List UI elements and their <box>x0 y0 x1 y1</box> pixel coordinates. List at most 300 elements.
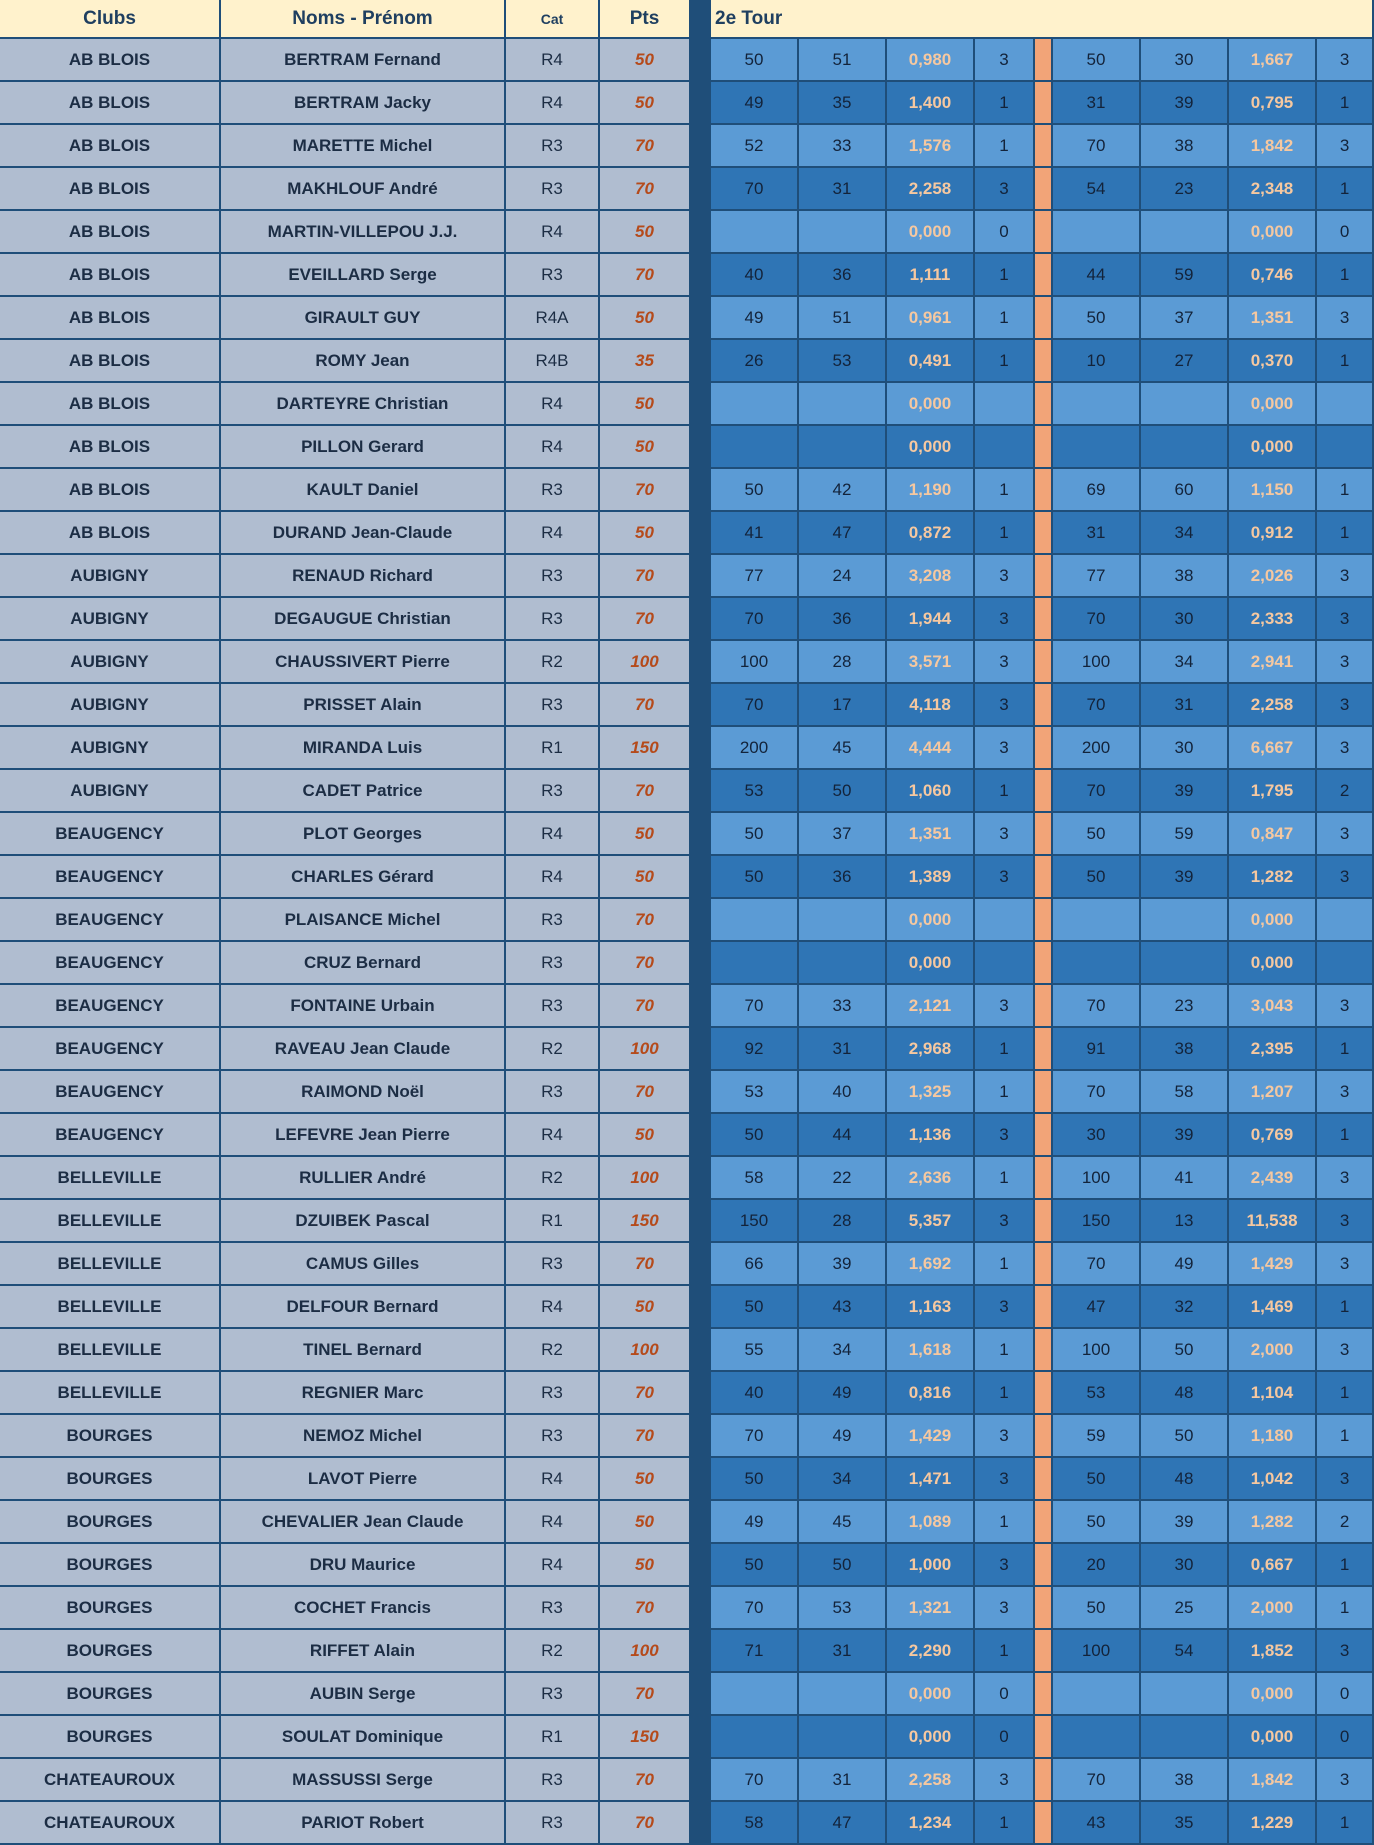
cat-cell[interactable]: R4 <box>506 1501 600 1544</box>
tour2-value-2[interactable]: 54 <box>1141 1630 1229 1673</box>
tour2-ratio[interactable]: 0,769 <box>1229 1114 1317 1157</box>
tour2-points[interactable]: 1 <box>1317 469 1374 512</box>
tour1-points[interactable]: 3 <box>975 1759 1035 1802</box>
tour2-points[interactable] <box>1317 426 1374 469</box>
tour2-points[interactable]: 1 <box>1317 1114 1374 1157</box>
club-cell[interactable]: AUBIGNY <box>0 727 221 770</box>
tour1-ratio[interactable]: 3,571 <box>887 641 975 684</box>
tour2-value-2[interactable] <box>1141 383 1229 426</box>
pts-cell[interactable]: 50 <box>600 82 691 125</box>
tour2-value-1[interactable] <box>1053 211 1141 254</box>
tour2-ratio[interactable]: 0,667 <box>1229 1544 1317 1587</box>
tour2-points[interactable]: 3 <box>1317 1458 1374 1501</box>
name-cell[interactable]: CHARLES Gérard <box>221 856 506 899</box>
tour1-value-2[interactable]: 44 <box>799 1114 887 1157</box>
tour1-points[interactable]: 3 <box>975 813 1035 856</box>
tour2-points[interactable]: 3 <box>1317 297 1374 340</box>
club-cell[interactable]: CHATEAUROUX <box>0 1802 221 1845</box>
club-cell[interactable]: AB BLOIS <box>0 469 221 512</box>
club-cell[interactable]: AB BLOIS <box>0 125 221 168</box>
tour1-value-1[interactable]: 50 <box>711 813 799 856</box>
club-cell[interactable]: AB BLOIS <box>0 297 221 340</box>
name-cell[interactable]: RENAUD Richard <box>221 555 506 598</box>
tour1-value-1[interactable]: 40 <box>711 254 799 297</box>
name-cell[interactable]: RAVEAU Jean Claude <box>221 1028 506 1071</box>
pts-cell[interactable]: 50 <box>600 39 691 82</box>
club-cell[interactable]: BELLEVILLE <box>0 1243 221 1286</box>
tour1-value-1[interactable] <box>711 1716 799 1759</box>
cat-cell[interactable]: R2 <box>506 1329 600 1372</box>
tour2-ratio[interactable]: 1,842 <box>1229 125 1317 168</box>
header-cat[interactable]: Cat <box>506 0 600 39</box>
tour2-points[interactable]: 0 <box>1317 1673 1374 1716</box>
tour1-value-2[interactable]: 31 <box>799 1759 887 1802</box>
cat-cell[interactable]: R2 <box>506 1157 600 1200</box>
tour2-points[interactable]: 1 <box>1317 1415 1374 1458</box>
tour1-value-1[interactable]: 49 <box>711 297 799 340</box>
name-cell[interactable]: PILLON Gerard <box>221 426 506 469</box>
tour1-value-2[interactable]: 35 <box>799 82 887 125</box>
pts-cell[interactable]: 50 <box>600 383 691 426</box>
tour1-value-1[interactable]: 50 <box>711 1544 799 1587</box>
tour2-points[interactable]: 3 <box>1317 641 1374 684</box>
pts-cell[interactable]: 35 <box>600 340 691 383</box>
name-cell[interactable]: FONTAINE Urbain <box>221 985 506 1028</box>
tour2-value-2[interactable]: 32 <box>1141 1286 1229 1329</box>
tour2-value-2[interactable]: 39 <box>1141 1114 1229 1157</box>
club-cell[interactable]: BOURGES <box>0 1501 221 1544</box>
tour2-value-2[interactable]: 38 <box>1141 125 1229 168</box>
tour1-ratio[interactable]: 1,325 <box>887 1071 975 1114</box>
pts-cell[interactable]: 50 <box>600 512 691 555</box>
tour1-points[interactable]: 1 <box>975 512 1035 555</box>
tour1-value-2[interactable] <box>799 211 887 254</box>
tour1-points[interactable]: 1 <box>975 82 1035 125</box>
tour1-value-1[interactable]: 50 <box>711 1458 799 1501</box>
tour2-ratio[interactable]: 0,000 <box>1229 383 1317 426</box>
tour2-points[interactable]: 3 <box>1317 813 1374 856</box>
tour1-ratio[interactable]: 1,089 <box>887 1501 975 1544</box>
name-cell[interactable]: DELFOUR Bernard <box>221 1286 506 1329</box>
pts-cell[interactable]: 70 <box>600 1243 691 1286</box>
tour2-value-2[interactable]: 50 <box>1141 1329 1229 1372</box>
tour1-value-2[interactable]: 36 <box>799 856 887 899</box>
tour1-value-2[interactable] <box>799 383 887 426</box>
club-cell[interactable]: AUBIGNY <box>0 641 221 684</box>
club-cell[interactable]: BELLEVILLE <box>0 1329 221 1372</box>
tour1-value-2[interactable]: 28 <box>799 1200 887 1243</box>
club-cell[interactable]: AB BLOIS <box>0 426 221 469</box>
tour1-value-1[interactable]: 70 <box>711 168 799 211</box>
pts-cell[interactable]: 70 <box>600 899 691 942</box>
tour2-ratio[interactable]: 1,351 <box>1229 297 1317 340</box>
tour2-points[interactable]: 1 <box>1317 168 1374 211</box>
club-cell[interactable]: BOURGES <box>0 1544 221 1587</box>
tour2-ratio[interactable]: 1,795 <box>1229 770 1317 813</box>
tour1-points[interactable]: 1 <box>975 1028 1035 1071</box>
tour1-points[interactable]: 3 <box>975 1415 1035 1458</box>
club-cell[interactable]: BEAUGENCY <box>0 985 221 1028</box>
tour2-value-2[interactable]: 30 <box>1141 598 1229 641</box>
pts-cell[interactable]: 70 <box>600 555 691 598</box>
tour1-value-1[interactable]: 50 <box>711 1286 799 1329</box>
pts-cell[interactable]: 70 <box>600 1071 691 1114</box>
club-cell[interactable]: AB BLOIS <box>0 39 221 82</box>
tour2-ratio[interactable]: 1,852 <box>1229 1630 1317 1673</box>
tour2-ratio[interactable]: 0,000 <box>1229 1716 1317 1759</box>
tour1-value-1[interactable] <box>711 1673 799 1716</box>
pts-cell[interactable]: 150 <box>600 1716 691 1759</box>
tour2-value-2[interactable]: 25 <box>1141 1587 1229 1630</box>
tour2-value-2[interactable]: 38 <box>1141 555 1229 598</box>
name-cell[interactable]: MASSUSSI Serge <box>221 1759 506 1802</box>
tour1-value-1[interactable]: 41 <box>711 512 799 555</box>
tour1-points[interactable]: 3 <box>975 1200 1035 1243</box>
tour1-points[interactable]: 1 <box>975 1329 1035 1372</box>
cat-cell[interactable]: R3 <box>506 1587 600 1630</box>
club-cell[interactable]: BOURGES <box>0 1458 221 1501</box>
tour1-ratio[interactable]: 0,000 <box>887 1716 975 1759</box>
tour1-ratio[interactable]: 1,351 <box>887 813 975 856</box>
tour1-value-1[interactable] <box>711 211 799 254</box>
club-cell[interactable]: BEAUGENCY <box>0 1028 221 1071</box>
pts-cell[interactable]: 50 <box>600 1458 691 1501</box>
cat-cell[interactable]: R4 <box>506 39 600 82</box>
tour2-value-2[interactable]: 59 <box>1141 813 1229 856</box>
tour1-ratio[interactable]: 1,060 <box>887 770 975 813</box>
tour1-value-1[interactable]: 58 <box>711 1157 799 1200</box>
cat-cell[interactable]: R3 <box>506 985 600 1028</box>
tour1-ratio[interactable]: 0,000 <box>887 1673 975 1716</box>
tour2-ratio[interactable]: 1,667 <box>1229 39 1317 82</box>
tour1-points[interactable]: 3 <box>975 555 1035 598</box>
pts-cell[interactable]: 100 <box>600 1028 691 1071</box>
tour1-value-2[interactable]: 50 <box>799 770 887 813</box>
tour2-ratio[interactable]: 2,439 <box>1229 1157 1317 1200</box>
tour2-ratio[interactable]: 11,538 <box>1229 1200 1317 1243</box>
tour2-value-2[interactable]: 31 <box>1141 684 1229 727</box>
tour2-points[interactable]: 3 <box>1317 1200 1374 1243</box>
tour1-value-1[interactable]: 53 <box>711 770 799 813</box>
club-cell[interactable]: AB BLOIS <box>0 383 221 426</box>
cat-cell[interactable]: R2 <box>506 1630 600 1673</box>
tour1-ratio[interactable]: 1,136 <box>887 1114 975 1157</box>
tour2-ratio[interactable]: 1,104 <box>1229 1372 1317 1415</box>
tour2-value-1[interactable]: 70 <box>1053 1759 1141 1802</box>
header-2e-tour[interactable]: 2e Tour <box>711 0 1374 39</box>
tour2-value-1[interactable]: 70 <box>1053 1071 1141 1114</box>
tour2-points[interactable]: 3 <box>1317 985 1374 1028</box>
name-cell[interactable]: PLOT Georges <box>221 813 506 856</box>
cat-cell[interactable]: R4 <box>506 1114 600 1157</box>
tour1-value-2[interactable]: 31 <box>799 168 887 211</box>
club-cell[interactable]: BEAUGENCY <box>0 813 221 856</box>
tour2-ratio[interactable]: 0,000 <box>1229 899 1317 942</box>
name-cell[interactable]: KAULT Daniel <box>221 469 506 512</box>
tour1-value-1[interactable]: 40 <box>711 1372 799 1415</box>
tour1-points[interactable]: 1 <box>975 770 1035 813</box>
tour1-ratio[interactable]: 0,491 <box>887 340 975 383</box>
pts-cell[interactable]: 50 <box>600 813 691 856</box>
pts-cell[interactable]: 150 <box>600 1200 691 1243</box>
cat-cell[interactable]: R3 <box>506 1759 600 1802</box>
tour1-ratio[interactable]: 4,118 <box>887 684 975 727</box>
club-cell[interactable]: BELLEVILLE <box>0 1157 221 1200</box>
club-cell[interactable]: BELLEVILLE <box>0 1200 221 1243</box>
tour2-points[interactable]: 3 <box>1317 39 1374 82</box>
tour1-ratio[interactable]: 1,321 <box>887 1587 975 1630</box>
tour2-value-2[interactable] <box>1141 1673 1229 1716</box>
tour1-value-2[interactable]: 50 <box>799 1544 887 1587</box>
tour1-value-1[interactable]: 150 <box>711 1200 799 1243</box>
cat-cell[interactable]: R4 <box>506 512 600 555</box>
name-cell[interactable]: DRU Maurice <box>221 1544 506 1587</box>
cat-cell[interactable]: R3 <box>506 770 600 813</box>
pts-cell[interactable]: 50 <box>600 1501 691 1544</box>
tour1-value-1[interactable]: 49 <box>711 82 799 125</box>
header-noms[interactable]: Noms - Prénom <box>221 0 506 39</box>
pts-cell[interactable]: 100 <box>600 641 691 684</box>
cat-cell[interactable]: R4 <box>506 82 600 125</box>
name-cell[interactable]: EVEILLARD Serge <box>221 254 506 297</box>
tour2-value-2[interactable]: 39 <box>1141 770 1229 813</box>
cat-cell[interactable]: R4A <box>506 297 600 340</box>
tour2-points[interactable] <box>1317 899 1374 942</box>
tour2-value-2[interactable]: 48 <box>1141 1458 1229 1501</box>
tour1-points[interactable]: 3 <box>975 598 1035 641</box>
cat-cell[interactable]: R4 <box>506 426 600 469</box>
name-cell[interactable]: BERTRAM Jacky <box>221 82 506 125</box>
tour1-value-1[interactable]: 53 <box>711 1071 799 1114</box>
pts-cell[interactable]: 70 <box>600 1372 691 1415</box>
tour1-points[interactable]: 1 <box>975 1630 1035 1673</box>
tour1-value-1[interactable]: 55 <box>711 1329 799 1372</box>
tour2-points[interactable]: 3 <box>1317 598 1374 641</box>
club-cell[interactable]: AB BLOIS <box>0 254 221 297</box>
tour1-ratio[interactable]: 0,000 <box>887 942 975 985</box>
tour1-points[interactable]: 1 <box>975 469 1035 512</box>
tour1-points[interactable]: 3 <box>975 1544 1035 1587</box>
tour2-value-2[interactable]: 50 <box>1141 1415 1229 1458</box>
tour1-value-2[interactable]: 36 <box>799 598 887 641</box>
cat-cell[interactable]: R1 <box>506 727 600 770</box>
tour2-points[interactable]: 0 <box>1317 211 1374 254</box>
name-cell[interactable]: GIRAULT GUY <box>221 297 506 340</box>
name-cell[interactable]: DARTEYRE Christian <box>221 383 506 426</box>
tour1-value-1[interactable] <box>711 899 799 942</box>
tour2-ratio[interactable]: 6,667 <box>1229 727 1317 770</box>
tour2-value-1[interactable]: 50 <box>1053 1458 1141 1501</box>
pts-cell[interactable]: 70 <box>600 125 691 168</box>
club-cell[interactable]: BEAUGENCY <box>0 1114 221 1157</box>
pts-cell[interactable]: 70 <box>600 598 691 641</box>
tour2-ratio[interactable]: 1,180 <box>1229 1415 1317 1458</box>
pts-cell[interactable]: 70 <box>600 168 691 211</box>
tour2-value-1[interactable]: 31 <box>1053 512 1141 555</box>
cat-cell[interactable]: R4B <box>506 340 600 383</box>
tour1-points[interactable]: 0 <box>975 1673 1035 1716</box>
tour2-ratio[interactable]: 0,370 <box>1229 340 1317 383</box>
tour1-points[interactable] <box>975 942 1035 985</box>
cat-cell[interactable]: R3 <box>506 125 600 168</box>
tour1-points[interactable]: 3 <box>975 1587 1035 1630</box>
tour1-ratio[interactable]: 0,872 <box>887 512 975 555</box>
tour1-value-2[interactable] <box>799 1716 887 1759</box>
tour2-value-1[interactable]: 50 <box>1053 297 1141 340</box>
tour1-value-2[interactable]: 49 <box>799 1415 887 1458</box>
tour2-points[interactable]: 1 <box>1317 512 1374 555</box>
club-cell[interactable]: AUBIGNY <box>0 598 221 641</box>
cat-cell[interactable]: R3 <box>506 942 600 985</box>
tour1-value-1[interactable]: 70 <box>711 1415 799 1458</box>
cat-cell[interactable]: R2 <box>506 641 600 684</box>
pts-cell[interactable]: 70 <box>600 469 691 512</box>
tour2-points[interactable]: 1 <box>1317 82 1374 125</box>
name-cell[interactable]: BERTRAM Fernand <box>221 39 506 82</box>
tour2-ratio[interactable]: 0,000 <box>1229 211 1317 254</box>
tour2-ratio[interactable]: 2,258 <box>1229 684 1317 727</box>
tour2-points[interactable]: 1 <box>1317 1028 1374 1071</box>
tour1-value-2[interactable] <box>799 426 887 469</box>
tour1-value-2[interactable]: 22 <box>799 1157 887 1200</box>
club-cell[interactable]: BOURGES <box>0 1587 221 1630</box>
tour2-ratio[interactable]: 1,282 <box>1229 1501 1317 1544</box>
tour2-value-1[interactable]: 47 <box>1053 1286 1141 1329</box>
name-cell[interactable]: RIFFET Alain <box>221 1630 506 1673</box>
tour2-points[interactable]: 1 <box>1317 1802 1374 1845</box>
tour1-ratio[interactable]: 1,576 <box>887 125 975 168</box>
club-cell[interactable]: BEAUGENCY <box>0 899 221 942</box>
tour1-points[interactable]: 3 <box>975 1458 1035 1501</box>
tour2-value-2[interactable] <box>1141 899 1229 942</box>
tour2-value-2[interactable]: 38 <box>1141 1759 1229 1802</box>
tour2-points[interactable] <box>1317 942 1374 985</box>
tour1-value-2[interactable]: 33 <box>799 985 887 1028</box>
tour1-points[interactable]: 3 <box>975 856 1035 899</box>
tour1-value-1[interactable]: 77 <box>711 555 799 598</box>
tour1-ratio[interactable]: 2,968 <box>887 1028 975 1071</box>
tour2-points[interactable]: 1 <box>1317 1587 1374 1630</box>
club-cell[interactable]: AB BLOIS <box>0 340 221 383</box>
tour2-value-1[interactable]: 44 <box>1053 254 1141 297</box>
tour1-value-2[interactable]: 49 <box>799 1372 887 1415</box>
tour1-value-2[interactable]: 53 <box>799 1587 887 1630</box>
pts-cell[interactable]: 70 <box>600 770 691 813</box>
cat-cell[interactable]: R2 <box>506 1028 600 1071</box>
tour2-value-2[interactable]: 58 <box>1141 1071 1229 1114</box>
tour1-value-1[interactable]: 50 <box>711 1114 799 1157</box>
tour2-ratio[interactable]: 0,000 <box>1229 1673 1317 1716</box>
tour1-value-2[interactable]: 51 <box>799 39 887 82</box>
tour1-ratio[interactable]: 1,618 <box>887 1329 975 1372</box>
tour2-ratio[interactable]: 1,229 <box>1229 1802 1317 1845</box>
tour2-value-1[interactable]: 50 <box>1053 1587 1141 1630</box>
pts-cell[interactable]: 100 <box>600 1329 691 1372</box>
pts-cell[interactable]: 50 <box>600 211 691 254</box>
tour1-ratio[interactable]: 2,258 <box>887 168 975 211</box>
tour1-value-1[interactable]: 52 <box>711 125 799 168</box>
tour2-value-2[interactable]: 49 <box>1141 1243 1229 1286</box>
cat-cell[interactable]: R4 <box>506 211 600 254</box>
tour2-ratio[interactable]: 0,000 <box>1229 426 1317 469</box>
cat-cell[interactable]: R3 <box>506 555 600 598</box>
tour1-ratio[interactable]: 0,816 <box>887 1372 975 1415</box>
tour1-points[interactable]: 1 <box>975 1157 1035 1200</box>
tour1-ratio[interactable]: 0,000 <box>887 899 975 942</box>
tour1-ratio[interactable]: 4,444 <box>887 727 975 770</box>
tour2-value-2[interactable]: 39 <box>1141 1501 1229 1544</box>
tour1-ratio[interactable]: 1,111 <box>887 254 975 297</box>
tour1-value-2[interactable]: 47 <box>799 512 887 555</box>
tour1-points[interactable]: 1 <box>975 1501 1035 1544</box>
tour1-points[interactable]: 1 <box>975 1802 1035 1845</box>
club-cell[interactable]: BEAUGENCY <box>0 1071 221 1114</box>
cat-cell[interactable]: R3 <box>506 1243 600 1286</box>
tour1-ratio[interactable]: 0,000 <box>887 211 975 254</box>
tour2-value-2[interactable]: 38 <box>1141 1028 1229 1071</box>
tour2-ratio[interactable]: 1,042 <box>1229 1458 1317 1501</box>
tour2-points[interactable]: 2 <box>1317 770 1374 813</box>
tour2-value-2[interactable]: 13 <box>1141 1200 1229 1243</box>
tour1-value-1[interactable]: 71 <box>711 1630 799 1673</box>
tour1-value-1[interactable]: 50 <box>711 469 799 512</box>
name-cell[interactable]: PARIOT Robert <box>221 1802 506 1845</box>
pts-cell[interactable]: 70 <box>600 1415 691 1458</box>
tour1-ratio[interactable]: 1,944 <box>887 598 975 641</box>
tour2-ratio[interactable]: 1,429 <box>1229 1243 1317 1286</box>
tour2-value-1[interactable]: 70 <box>1053 770 1141 813</box>
cat-cell[interactable]: R3 <box>506 1071 600 1114</box>
tour2-points[interactable]: 3 <box>1317 727 1374 770</box>
tour2-ratio[interactable]: 0,746 <box>1229 254 1317 297</box>
club-cell[interactable]: BELLEVILLE <box>0 1286 221 1329</box>
tour1-value-1[interactable] <box>711 383 799 426</box>
tour1-value-2[interactable]: 24 <box>799 555 887 598</box>
tour2-value-1[interactable] <box>1053 899 1141 942</box>
tour1-value-2[interactable]: 37 <box>799 813 887 856</box>
tour2-value-2[interactable]: 30 <box>1141 1544 1229 1587</box>
pts-cell[interactable]: 100 <box>600 1157 691 1200</box>
cat-cell[interactable]: R3 <box>506 469 600 512</box>
tour2-points[interactable]: 3 <box>1317 555 1374 598</box>
name-cell[interactable]: COCHET Francis <box>221 1587 506 1630</box>
club-cell[interactable]: BELLEVILLE <box>0 1372 221 1415</box>
tour1-value-2[interactable]: 39 <box>799 1243 887 1286</box>
tour1-value-1[interactable]: 50 <box>711 39 799 82</box>
tour2-value-1[interactable]: 59 <box>1053 1415 1141 1458</box>
tour1-ratio[interactable]: 1,471 <box>887 1458 975 1501</box>
tour2-value-2[interactable]: 27 <box>1141 340 1229 383</box>
tour2-points[interactable]: 1 <box>1317 1286 1374 1329</box>
tour1-value-2[interactable]: 17 <box>799 684 887 727</box>
tour2-value-1[interactable]: 100 <box>1053 641 1141 684</box>
tour2-value-1[interactable]: 70 <box>1053 985 1141 1028</box>
tour1-value-2[interactable]: 53 <box>799 340 887 383</box>
tour2-points[interactable]: 1 <box>1317 1544 1374 1587</box>
tour1-value-2[interactable]: 45 <box>799 1501 887 1544</box>
tour1-ratio[interactable]: 1,429 <box>887 1415 975 1458</box>
club-cell[interactable]: AUBIGNY <box>0 770 221 813</box>
pts-cell[interactable]: 50 <box>600 1286 691 1329</box>
tour2-value-1[interactable] <box>1053 383 1141 426</box>
cat-cell[interactable]: R4 <box>506 383 600 426</box>
cat-cell[interactable]: R4 <box>506 1458 600 1501</box>
tour1-value-1[interactable]: 100 <box>711 641 799 684</box>
club-cell[interactable]: AB BLOIS <box>0 82 221 125</box>
pts-cell[interactable]: 100 <box>600 1630 691 1673</box>
tour1-ratio[interactable]: 2,636 <box>887 1157 975 1200</box>
tour1-ratio[interactable]: 2,290 <box>887 1630 975 1673</box>
